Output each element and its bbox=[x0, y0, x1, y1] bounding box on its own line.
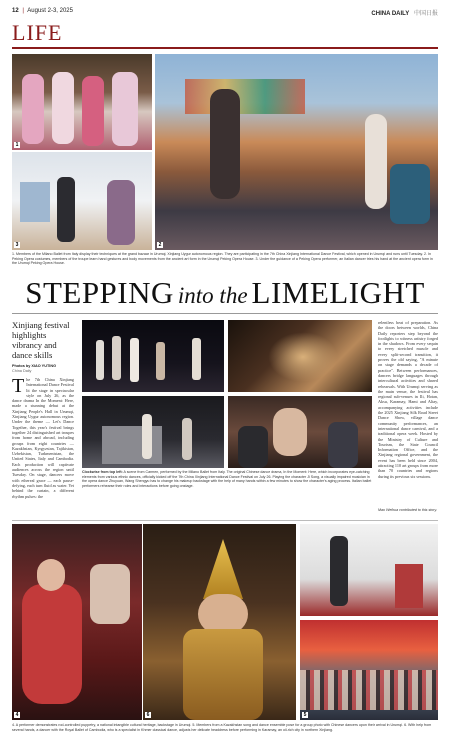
photo-milano-ballet-bazaar bbox=[155, 54, 438, 250]
masthead bbox=[371, 8, 438, 17]
drop-cap: T bbox=[12, 377, 25, 397]
publication-name: CHINA DAILY bbox=[371, 11, 410, 17]
photo-italian-ballet-rehearsal bbox=[82, 396, 224, 468]
photo-number-5: 5 bbox=[303, 712, 307, 718]
photo-cambodian-dancer-headdress bbox=[143, 524, 296, 720]
byline bbox=[12, 364, 74, 374]
photo-number-2: 2 bbox=[158, 242, 162, 248]
photo-kazakhstan-group bbox=[300, 620, 438, 720]
caption-lead: Clockwise from top left: bbox=[82, 470, 123, 474]
article-body-1: he 7th China Xinjiang International Dance Festival lit the stage in spectacular style on July 26, as the dance drama In the Moment: Here, made a stunning debut at the Xinjiang People's Hall in Urumqi, Xinjiang Uygur autonomous region. Under the theme — Let's Dance Together, this year's festival brings together 24 distinguished art troupes from home and abroad, including groups from eight countries — Kazakhstan, Kyrgyzstan, Tajikistan, Uzbekistan, Turkmenistan, the United States, Italy and Cambodia. Each production will captivate audiences across the region until Tuesday. On stage, dancers move with ethereal grace — each pause-defying, each turn fluid as water. Yet behind the curtain, a different rhythm pulses: the bbox=[12, 377, 74, 499]
article-column-1 bbox=[12, 377, 74, 520]
page-header: 12 | August 2-3, 2025 CHINA DAILY 中国日报 bbox=[12, 8, 438, 17]
headline-part-3: LIMELIGHT bbox=[251, 275, 425, 310]
publication-name-cn: 中国日报 bbox=[413, 11, 438, 17]
headline-rule bbox=[12, 313, 438, 314]
caption-body: A scene from Carmen, performed by the Milano Ballet from Italy. The original Chinese dance drama, In the Moment: Here, which incorporates eye-catching elements from various ethnic dances, officially kicked off the 7th China Xinjiang International Dance Festival on July 26. Playing the character Ji Song, a visually impaired musician in the opera dance Zhuyuan, Wang Shengyu has to change his makeup backstage with the help of many hands within a few minutes to show the character's aging process. Italian ballet performers rehearse their roles and interactions before going onstage. bbox=[82, 470, 372, 488]
byline-org: China Daily bbox=[12, 369, 32, 373]
photo-number-6: 6 bbox=[146, 712, 150, 718]
photo-italian-dancer-opera bbox=[12, 152, 152, 250]
photo-in-the-moment-drama bbox=[228, 320, 372, 392]
photo-carmen-scene bbox=[82, 320, 224, 392]
section-title: LIFE bbox=[12, 20, 63, 45]
photo-number-1: 1 bbox=[15, 142, 19, 148]
photo-rod-puppetry bbox=[12, 524, 142, 720]
page-number: 12 bbox=[12, 8, 19, 14]
top-photo-caption: 1. Members of the Milano Ballet from Italy display their techniques at the grand bazaar in Urumqi, Xinjiang Uygur autonomous region. They are participating in the 7th China Xinjiang International Dance Festival, which opened in Urumqi and runs until Tuesday. 2. In Peking Opera costumes, members of the troupe learn hand gestures and body movements from the ancient art form in the Urumqi Peking Opera House. 3. Under the guidance of a Peking Opera performer, an Italian dancer tries his hand at the ancient opera form in the Urumqi Peking Opera House. bbox=[12, 252, 433, 266]
photo-number-3: 3 bbox=[15, 242, 19, 248]
headline-part-1: STEPPING bbox=[25, 275, 174, 310]
byline-photographer: Photos by XIAO YUTING bbox=[12, 364, 57, 368]
photo-backstage-dancer bbox=[300, 524, 438, 616]
deck: Xinjiang festival highlights vibrancy and dance skills bbox=[12, 320, 70, 360]
middle-photo-caption bbox=[82, 470, 372, 520]
headline-part-2: into the bbox=[177, 283, 248, 308]
bottom-rule bbox=[12, 520, 438, 521]
photo-number-4: 4 bbox=[15, 712, 19, 718]
photo-peking-opera-costumes bbox=[12, 54, 152, 150]
section-rule bbox=[12, 47, 438, 49]
article-column-2: relentless beat of preparation. As the doors between worlds, China Daily reporters step beyond the footlights to witness artistry forged in the shadows. From every sequin to every stretched muscle and every split-second transition, it proves the old saying, "A minute on stage demands a decade of practice". Between performances, dancers bridge languages through intercultural activities and shared rehearsals. With Urumqi serving as the main venue, the festival has regional sub-venues in Ili, Hotan, Aksu, Karamay, Hami and Altay, accompanying activities include the 2025 Xinjiang Silk Road Street Dance Show, village dance community performances, an international dance carnival, and a traditional opera week. Hosted by the Ministry of Culture and Tourism, the State Council Information Office, and the Xinjiang regional government, the event has been held since 2004, attracting 110 art groups from more than 70 countries and regions during its previous six sessions. bbox=[378, 320, 438, 479]
headline bbox=[12, 275, 438, 317]
bottom-photo-caption: 4. A performer demonstrates rod-controlled puppetry, a national intangible cultural heritage, backstage in Urumqi. 5. Members from a Kazakhstan song and dance ensemble pose for a group photo with Chinese dancers upon their arrival in Urumqi. 6. With help from several hands, a dancer with the Royal Ballet of Cambodia, who is a specialist in Khmer classical dance, adjusts her delicate headdress before performing in Karamay, an oil-rich city in northern Xinjiang. bbox=[12, 723, 432, 732]
contributor-note: Mao Weihua contributed to this story. bbox=[378, 508, 437, 512]
photo-wang-shengyu-makeup bbox=[228, 396, 372, 468]
issue-date: August 2-3, 2025 bbox=[27, 8, 73, 14]
